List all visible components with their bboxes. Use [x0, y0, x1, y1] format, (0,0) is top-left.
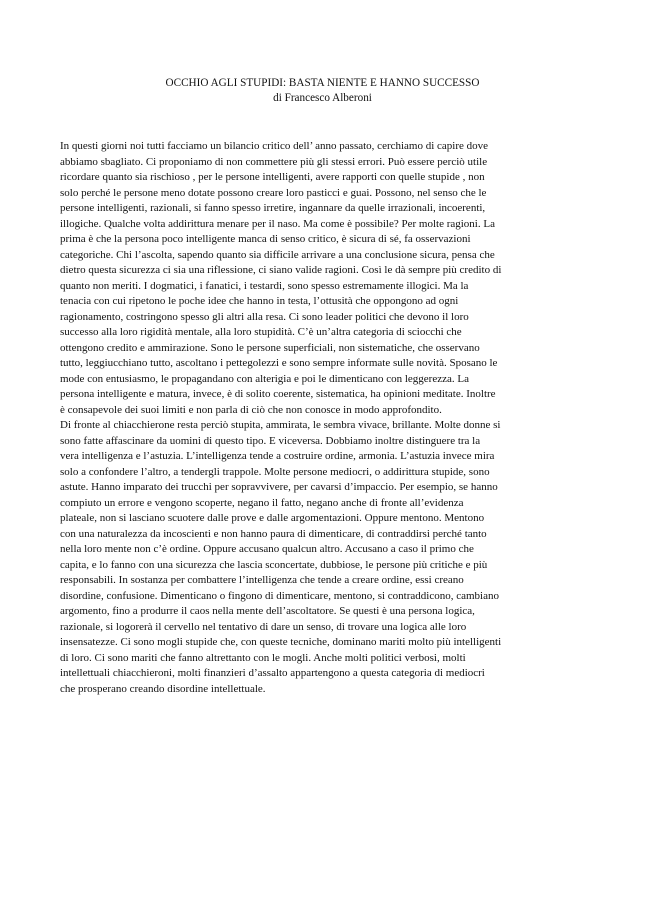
text-line: razionale, si logorerà il cervello nel tentativo di dare un senso, di trovare una logica alle loro	[60, 620, 467, 633]
article-byline: di Francesco Alberoni	[273, 92, 372, 104]
title-block	[0, 76, 645, 106]
text-line: disordine, confusione. Dimenticano o fingono di dimenticare, mentono, si contraddicono, cambiano	[60, 589, 499, 602]
text-line: Di fronte al chiacchierone resta perciò stupita, ammirata, le sembra vivace, brillante. Molte donne si	[60, 419, 501, 431]
text-line: di loro. Ci sono mariti che fanno altrettanto con le mogli. Anche molti politici verbosi, molti	[60, 651, 466, 664]
paragraph-1	[60, 139, 600, 418]
text-line: categoriche. Chi l’ascolta, sapendo quanto sia difficile arrivare a una conclusione sicura, pensa che	[60, 248, 495, 261]
text-line: intellettuali chiacchieroni, molti finanzieri d’assalto appartengono a questa categoria di mediocri	[60, 667, 485, 679]
text-line: ragionamento, costringono spesso gli altri alla resa. Ci sono leader politici che devono il loro	[60, 310, 469, 323]
text-line: solo a confondere l’altro, a tendergli trappole. Molte persone mediocri, o addirittura stupide, sono	[60, 465, 490, 478]
text-line: insensatezze. Ci sono mogli stupide che, con queste tecniche, dominano mariti molto più intelligenti	[60, 636, 502, 648]
text-line: tenacia con cui ripetono le poche idee che hanno in testa, l’ottusità che oppongono ad ogni	[60, 295, 459, 307]
text-line: solo perché le persone meno dotate possono creare loro pasticci e guai. Possono, nel senso che le	[60, 186, 487, 199]
text-line: argomento, fino a produrre il caos nella mente dell’ascoltatore. Se questi è una persona logica,	[60, 605, 475, 617]
text-line: abbiamo sbagliato. Ci proponiamo di non commettere più gli stessi errori. Può essere perciò utile	[60, 155, 488, 168]
text-line: compiuto un errore e vengono scoperte, negano il fatto, negano anche di fronte all’evidenza	[60, 496, 464, 509]
text-line: con una naturalezza da incoscienti e non hanno paura di dimenticare, di contraddirsi perché tanto	[60, 527, 487, 540]
text-line: successo alla loro rigidità mentale, alla loro stupidità. C’è un’altra categoria di sciocchi che	[60, 326, 462, 338]
text-line: è consapevole dei suoi limiti e non parla di ciò che non conosce in modo approfondito.	[60, 403, 442, 416]
text-line: In questi giorni noi tutti facciamo un bilancio critico dell’ anno passato, cerchiamo di capire dove	[60, 140, 489, 152]
article-body	[60, 139, 600, 697]
text-line: persone intelligenti, razionali, si fanno spesso irretire, ingannare da quelle irrazionali, incoerenti,	[60, 202, 486, 214]
text-line: persona intelligente e matura, invece, è di solito coerente, sistematica, ha opinioni meditate. Inoltre	[60, 388, 496, 400]
text-line: capita, e lo fanno con una sicurezza che lascia sconcertate, dubbiose, le persone più critiche e più	[60, 558, 488, 571]
text-line: quanto non meriti. I dogmatici, i fanatici, i testardi, sono spesso estremamente illogici. Ma la	[60, 279, 469, 292]
text-line: che prosperano creando disordine intellettuale.	[60, 682, 266, 695]
text-line: vera intelligenza e l’astuzia. L’intelligenza tende a costruire ordine, armonia. L’astuzia invece mira	[60, 450, 495, 462]
text-line: prima è che la persona poco intelligente manca di senso critico, è sicura di sé, fa osservazioni	[60, 233, 471, 245]
paragraph-2	[60, 418, 600, 697]
text-line: ottengono credito e ammirazione. Sono le persone superficiali, non sistematiche, che osservano	[60, 341, 480, 354]
text-line: ricordare quanto sia rischioso , per le persone intelligenti, avere rapporti con quelle stupide , non	[60, 171, 485, 183]
text-line: astute. Hanno imparato dei trucchi per sopravvivere, per cavarsi d’impaccio. Per esempio, se hanno	[60, 481, 498, 493]
article-title: OCCHIO AGLI STUPIDI: BASTA NIENTE E HANNO SUCCESSO	[165, 77, 480, 89]
text-line: mode con entusiasmo, le propagandano con alterigia e poi le dimenticano con leggerezza. La	[60, 372, 469, 385]
text-line: illogiche. Qualche volta addirittura menare per il naso. Ma come è possibile? Per molte ragioni. La	[60, 217, 495, 230]
text-line: tutto, leggiucchiano tutto, ascoltano i pettegolezzi e sono sempre informate sulle novità. Sposano le	[60, 357, 498, 369]
text-line: responsabili. In sostanza per combattere l’intelligenza che tende a creare ordine, essi creano	[60, 574, 464, 586]
text-line: sono fatte affascinare da uomini di questo tipo. E viceversa. Dobbiamo inoltre distinguere tra la	[60, 434, 481, 447]
text-line: nella loro mente non c’è ordine. Oppure accusano qualcun altro. Accusano a caso il primo che	[60, 543, 474, 555]
text-line: plateale, non si lasciano scuotere dalle prove e dalle argomentazioni. Oppure mentono. Mentono	[60, 512, 485, 524]
text-line: dietro questa sicurezza ci sia una riflessione, ci siano valide ragioni. Così le dà sempre più credito di	[60, 264, 502, 276]
